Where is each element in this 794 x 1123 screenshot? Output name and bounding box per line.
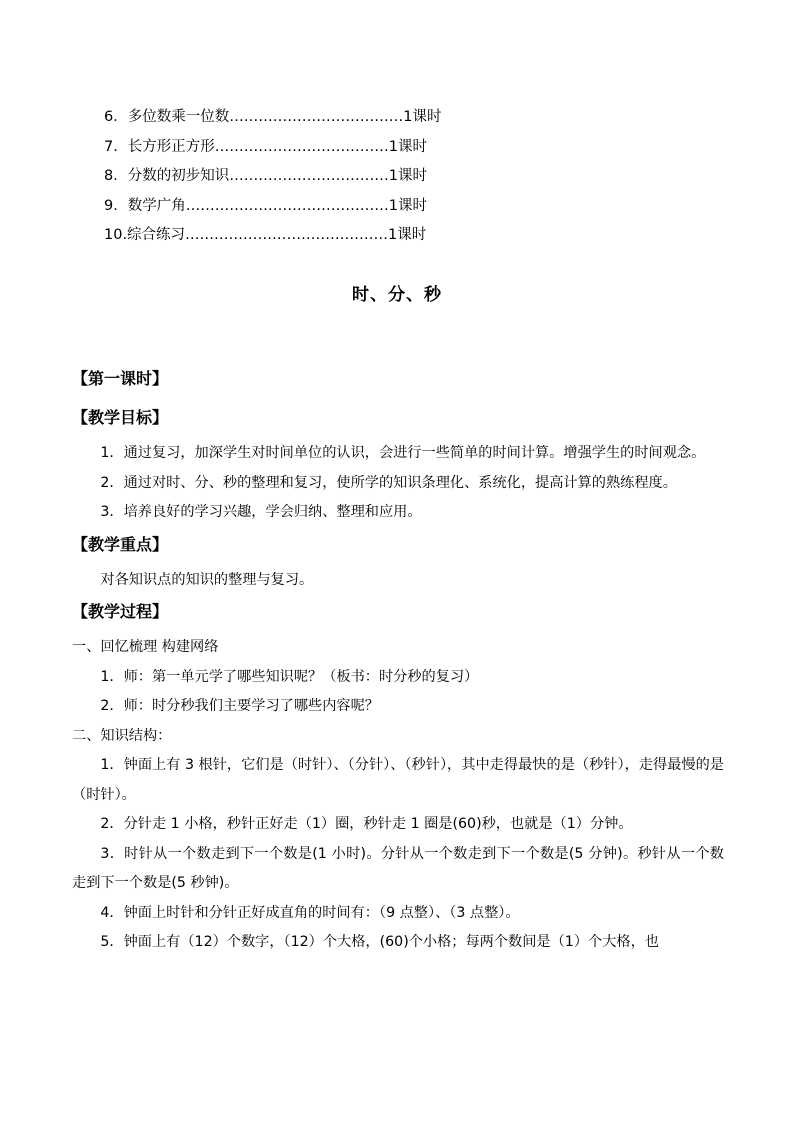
goals-heading: 【教学目标】 — [72, 408, 169, 427]
process-item: 2．分针走 1 小格，秒针正好走（1）圈，秒针走 1 圈是(60)秒，也就是（1）分钟。 — [100, 816, 633, 832]
process-item: 3．时针从一个数走到下一个数是(1 小时)。分针从一个数走到下一个数是(5 分钟)。秒针从一个数走到下一个数是(5 秒钟)。 — [72, 845, 724, 891]
toc-item: 7．长方形正方形………………………………1课时 — [104, 138, 427, 155]
process-item: 5．钟面上有（12）个数字，（12）个大格，(60)个小格；每两个数间是（1）个大格，也 — [100, 934, 659, 950]
process-item: 1．师：第一单元学了哪些知识呢？（板书：时分秒的复习） — [100, 668, 479, 685]
toc-item: 10.综合练习……………………………………1课时 — [104, 227, 427, 243]
process-part-title: 一、回忆梳理 构建网络 — [72, 639, 219, 655]
process-item: 1．钟面上有 3 根针，它们是（时针）、（分针）、（秒针），其中走得最快的是（秒针），走得最慢的是（时针）。 — [72, 757, 724, 803]
goal-paragraph: 1．通过复习，加深学生对时间单位的认识，会进行一些简单的时间计算。增强学生的时间观念。 — [100, 445, 706, 461]
process-part-title: 二、知识结构： — [72, 727, 172, 744]
toc-item: 8．分数的初步知识……………………………1课时 — [104, 168, 427, 184]
key-point-paragraph: 对各知识点的知识的整理与复习。 — [100, 571, 314, 588]
chapter-title: 时、分、秒 — [352, 285, 442, 305]
lesson-heading: 【第一课时】 — [72, 369, 169, 388]
process-item: 4．钟面上时针和分针正好成直角的时间有：（9 点整）、（3 点整）。 — [100, 904, 520, 921]
table-of-contents — [104, 103, 704, 251]
toc-item: 6．多位数乘一位数………………………………1课时 — [104, 109, 442, 125]
toc-item: 9．数学广角……………………………………1课时 — [104, 197, 427, 214]
goal-paragraph: 3．培养良好的学习兴趣，学会归纳、整理和应用。 — [100, 504, 422, 520]
lesson-content — [72, 362, 724, 958]
goal-paragraph: 2．通过对时、分、秒的整理和复习，使所学的知识条理化、系统化，提高计算的熟练程度。 — [100, 474, 677, 491]
process-item: 2．师：时分秒我们主要学习了哪些内容呢？ — [100, 698, 379, 714]
process-heading: 【教学过程】 — [72, 602, 169, 621]
key-point-heading: 【教学重点】 — [72, 534, 169, 554]
